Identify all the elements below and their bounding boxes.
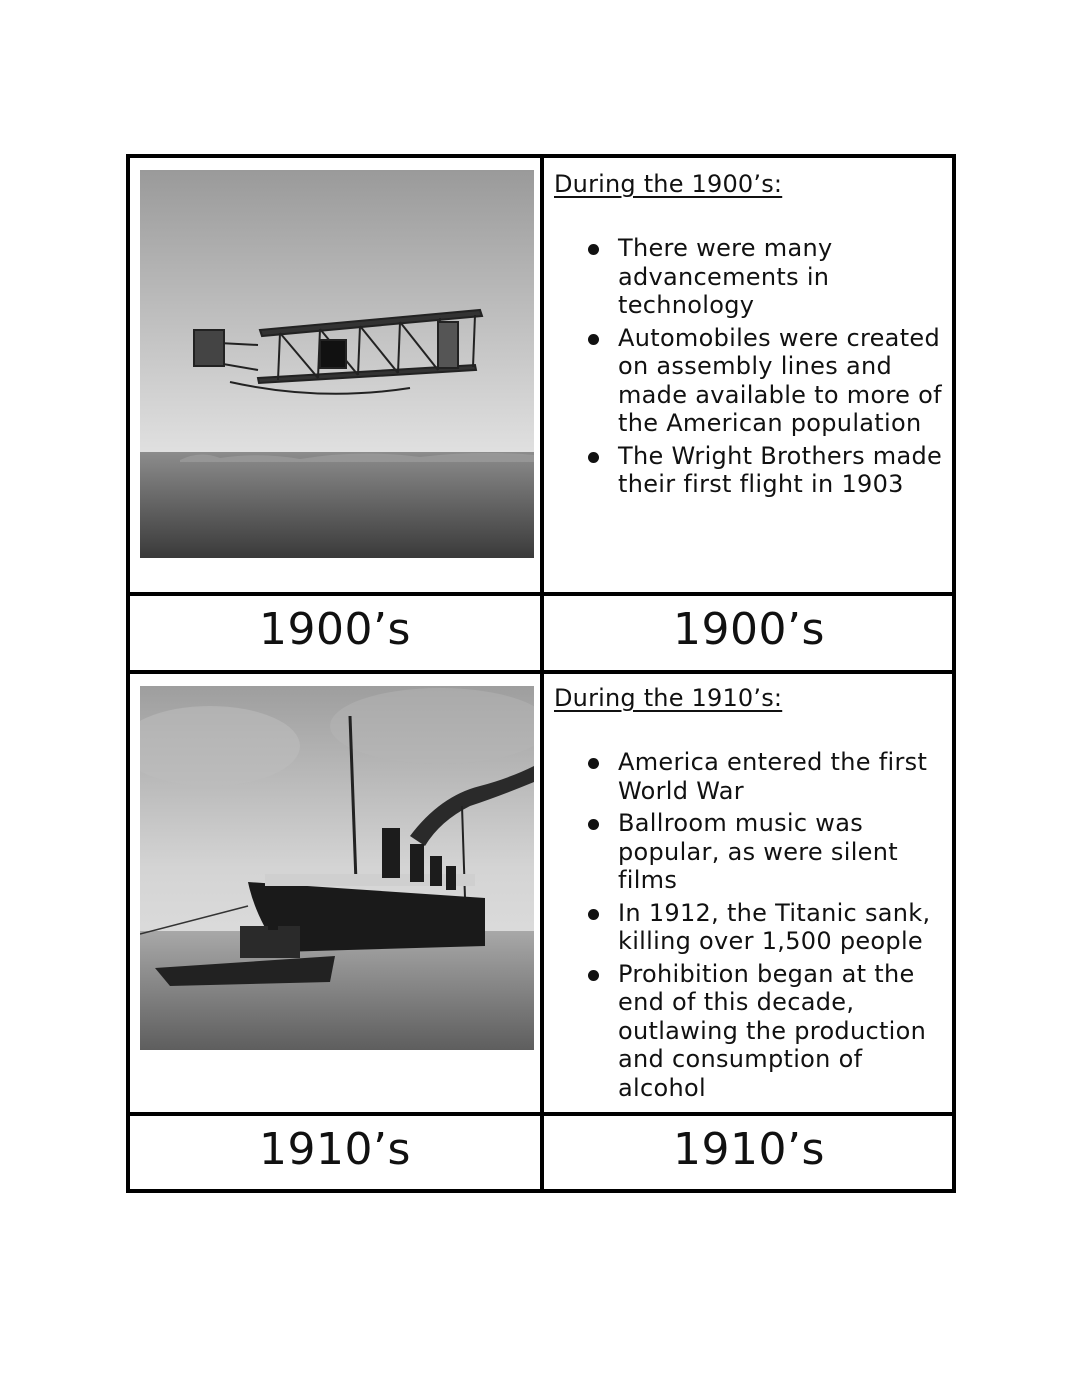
fact-list <box>544 748 956 1102</box>
decade-label: 1910’s <box>259 1124 411 1175</box>
decade-label: 1900’s <box>259 604 411 655</box>
three-part-card-grid <box>126 154 956 1193</box>
fact-item: Prohibition began at the end of this decade, outlawing the production and consumption of alcohol <box>618 960 956 1103</box>
decade-label: 1900’s <box>673 604 825 655</box>
fact-item: The Wright Brothers made their first flight in 1903 <box>618 442 956 499</box>
row-divider <box>130 592 952 596</box>
steamship-photo <box>140 686 534 1050</box>
biplane-photo <box>140 170 534 558</box>
facts-panel-1910s <box>544 674 956 1112</box>
section-heading: During the 1910’s: <box>554 684 783 712</box>
fact-item: There were many advancements in technology <box>618 234 848 320</box>
section-heading: During the 1900’s: <box>554 170 783 198</box>
fact-list <box>544 234 956 499</box>
fact-item: Automobiles were created on assembly lines and made available to more of the American population <box>618 324 956 438</box>
row-divider <box>130 1112 952 1116</box>
facts-panel-1900s <box>544 158 956 592</box>
fact-item: Ballroom music was popular, as were silent films <box>618 809 918 895</box>
decade-label: 1910’s <box>673 1124 825 1175</box>
fact-item: America entered the first World War <box>618 748 956 805</box>
fact-item: In 1912, the Titanic sank, killing over 1,500 people <box>618 899 956 956</box>
